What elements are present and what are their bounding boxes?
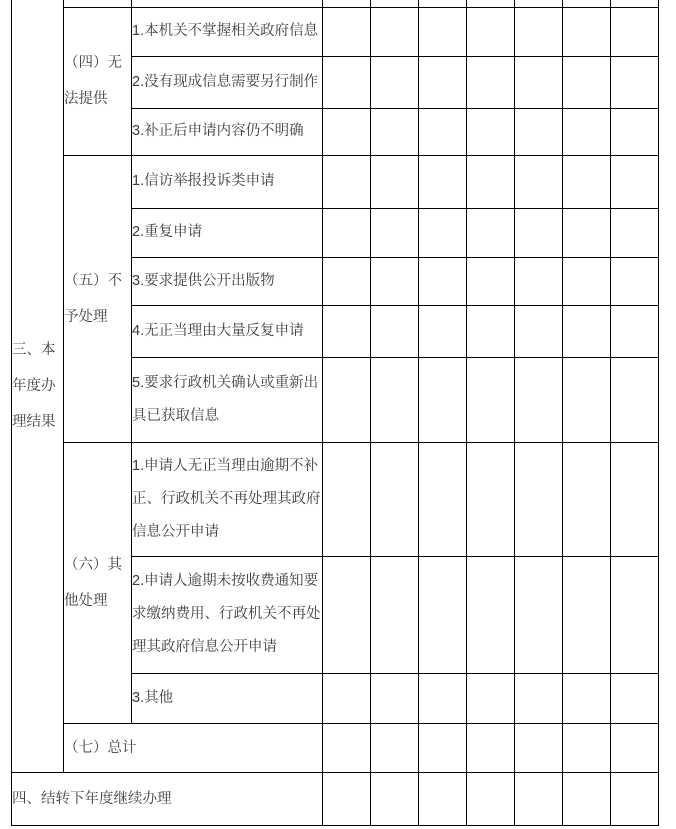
group5-label: （五）不予处理 [64,272,122,325]
value-cell [515,257,563,305]
item-label: 4.无正当理由大量反复申请 [132,322,304,339]
value-cell [563,208,611,257]
item-cell [132,7,323,56]
group5-label-cell [64,155,132,442]
value-cell [371,155,419,208]
value-cell [419,772,467,825]
value-cell [467,155,515,208]
section3-rowgroup-cell [12,0,64,772]
value-cell [611,0,659,7]
item-label: 5.要求行政机关确认或重新出具已获取信息 [132,374,319,424]
value-cell [515,155,563,208]
group4-label-cell [64,7,132,155]
item-label: 3.补正后申请内容仍不明确 [132,123,304,139]
value-cell [419,56,467,108]
value-cell [323,673,371,723]
value-cell [371,257,419,305]
value-cell [611,442,659,556]
value-cell [515,208,563,257]
value-cell [419,108,467,155]
value-cell [467,673,515,723]
value-cell [419,155,467,208]
value-cell [563,257,611,305]
cutoff-row-cell [132,0,323,7]
value-cell [611,257,659,305]
value-cell [371,305,419,357]
value-cell [563,357,611,442]
value-cell [371,208,419,257]
value-cell [419,257,467,305]
value-cell [467,7,515,56]
value-cell [611,7,659,56]
item-label: 1.本机关不掌握相关政府信息 [132,23,319,39]
value-cell [323,257,371,305]
value-cell [467,257,515,305]
value-cell [371,7,419,56]
value-cell [563,673,611,723]
processing-results-table [11,0,659,826]
value-cell [515,723,563,772]
section3-label: 三、本年度办理结果 [12,341,56,430]
value-cell [563,442,611,556]
value-cell [515,556,563,673]
group7-total-label: （七）总计 [64,739,137,756]
item-label: 2.重复申请 [132,224,203,240]
value-cell [467,305,515,357]
value-cell [563,155,611,208]
value-cell [419,0,467,7]
value-cell [419,208,467,257]
value-cell [611,56,659,108]
value-cell [467,208,515,257]
value-cell [563,56,611,108]
value-cell [467,772,515,825]
value-cell [563,723,611,772]
item-label: 2.申请人逾期未按收费通知要求缴纳费用、行政机关不再处理其政府信息公开申请 [132,573,321,655]
value-cell [611,723,659,772]
value-cell [419,305,467,357]
value-cell [419,723,467,772]
item-label: 1.信访举报投诉类申请 [132,173,275,189]
item-label: 1.申请人无正当理由逾期不补正、行政机关不再处理其政府信息公开申请 [132,457,321,540]
item-cell [132,556,323,673]
value-cell [371,673,419,723]
value-cell [515,305,563,357]
value-cell [323,723,371,772]
value-cell [371,723,419,772]
value-cell [419,7,467,56]
value-cell [515,673,563,723]
value-cell [611,155,659,208]
value-cell [611,357,659,442]
value-cell [611,108,659,155]
value-cell [371,357,419,442]
value-cell [323,305,371,357]
value-cell [467,56,515,108]
value-cell [515,108,563,155]
value-cell [323,357,371,442]
value-cell [419,673,467,723]
value-cell [323,7,371,56]
value-cell [323,772,371,825]
value-cell [371,442,419,556]
value-cell [419,357,467,442]
value-cell [467,556,515,673]
value-cell [611,208,659,257]
value-cell [515,357,563,442]
item-cell [132,208,323,257]
value-cell [323,208,371,257]
value-cell [515,772,563,825]
item-label: 3.其他 [132,689,174,706]
value-cell [515,442,563,556]
value-cell [515,0,563,7]
item-label: 3.要求提供公开出版物 [132,272,275,289]
item-cell [132,673,323,723]
item-cell [132,56,323,108]
value-cell [467,108,515,155]
item-cell [132,257,323,305]
item-label: 2.没有现成信息需要另行制作 [132,73,319,90]
item-cell [132,305,323,357]
value-cell [371,0,419,7]
value-cell [323,56,371,108]
value-cell [563,0,611,7]
value-cell [611,673,659,723]
cutoff-row-cell [64,0,132,7]
value-cell [371,556,419,673]
section4-label-cell [12,772,323,825]
group6-label-cell [64,442,132,723]
value-cell [323,108,371,155]
value-cell [467,723,515,772]
value-cell [371,772,419,825]
value-cell [371,108,419,155]
value-cell [323,155,371,208]
value-cell [467,357,515,442]
value-cell [563,556,611,673]
value-cell [419,442,467,556]
value-cell [611,772,659,825]
value-cell [371,56,419,108]
value-cell [323,556,371,673]
value-cell [611,556,659,673]
section4-label: 四、结转下年度继续办理 [12,790,172,807]
value-cell [323,0,371,7]
value-cell [515,56,563,108]
item-cell [132,357,323,442]
value-cell [515,7,563,56]
group7-total-cell [64,723,323,772]
value-cell [611,305,659,357]
item-cell [132,442,323,556]
value-cell [563,108,611,155]
value-cell [419,556,467,673]
value-cell [563,7,611,56]
value-cell [467,442,515,556]
value-cell [563,772,611,825]
item-cell [132,108,323,155]
value-cell [467,0,515,7]
item-cell [132,155,323,208]
value-cell [563,305,611,357]
group4-label: （四）无法提供 [64,55,122,107]
value-cell [323,442,371,556]
group6-label: （六）其他处理 [64,556,122,609]
